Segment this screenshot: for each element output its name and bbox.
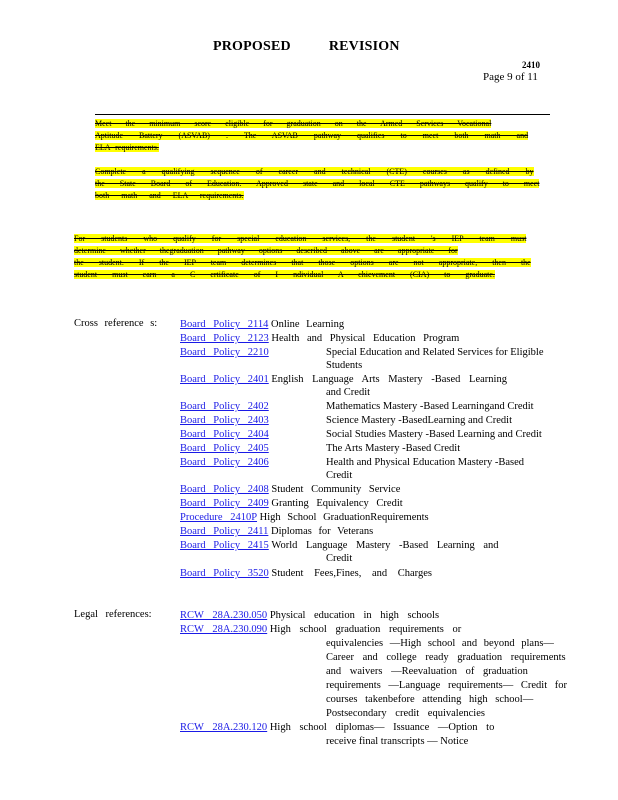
xref-desc: Health and Physical Education Mastery -Based bbox=[326, 457, 524, 468]
xref-link[interactable]: Board Policy 2409 bbox=[180, 498, 269, 509]
xref-desc: Health and Physical Education Program bbox=[271, 333, 460, 344]
horizontal-rule bbox=[95, 114, 550, 115]
xref-desc: Mathematics Mastery -Based Learningand Credit bbox=[326, 401, 534, 412]
xref-link[interactable]: Board Policy 2415 bbox=[180, 540, 269, 551]
xref-link[interactable]: Board Policy 2403 bbox=[180, 415, 269, 426]
xref-desc-cont: and Credit bbox=[326, 387, 371, 398]
struck-line: determine whether thegraduation pathway options described above are appropriate for bbox=[74, 246, 458, 255]
xref-row bbox=[180, 373, 507, 387]
legal-link[interactable]: RCW 28A.230.120 bbox=[180, 722, 268, 733]
xref-desc: English Language Arts Mastery -Based Learning bbox=[271, 374, 507, 385]
legal-row bbox=[180, 721, 494, 735]
xref-link[interactable]: Board Policy 2401 bbox=[180, 374, 269, 385]
xref-link[interactable]: Board Policy 2114 bbox=[180, 319, 269, 330]
legal-desc-line: Postsecondary credit equivalencies bbox=[326, 708, 485, 719]
title-proposed: PROPOSED bbox=[213, 39, 291, 54]
policy-number: 2410 bbox=[522, 60, 540, 70]
xref-desc: Special Education and Related Services for Eligible bbox=[326, 347, 544, 358]
cross-reference-label: Cross reference s: bbox=[74, 318, 158, 329]
xref-link[interactable]: Procedure 2410P bbox=[180, 512, 258, 523]
xref-row bbox=[180, 428, 269, 442]
xref-row bbox=[180, 318, 344, 332]
document-title bbox=[213, 39, 400, 55]
struck-line: For students who qualify for special education services, the student 's IEP team must bbox=[74, 234, 527, 243]
legal-references-label: Legal references: bbox=[74, 609, 152, 620]
xref-desc: World Language Mastery -Based Learning and bbox=[271, 540, 499, 551]
struck-line: student must earn a C ertificate of I ndividual A chievement (CIA) to graduate. bbox=[74, 270, 495, 279]
xref-row bbox=[180, 456, 269, 470]
xref-row bbox=[180, 332, 459, 346]
xref-link[interactable]: Board Policy 2210 bbox=[180, 347, 269, 358]
xref-row bbox=[180, 442, 269, 456]
struck-line: the student. If the IEP team determines that those options are not appropriate, then the bbox=[74, 258, 531, 267]
xref-desc: Science Mastery -BasedLearning and Credit bbox=[326, 415, 513, 426]
legal-link[interactable]: RCW 28A.230.050 bbox=[180, 610, 268, 621]
xref-desc: The Arts Mastery -Based Credit bbox=[326, 443, 461, 454]
xref-row bbox=[180, 400, 269, 414]
xref-link[interactable]: Board Policy 2408 bbox=[180, 484, 269, 495]
xref-row bbox=[180, 567, 432, 581]
page-indicator: Page 9 of 11 bbox=[483, 71, 538, 83]
xref-link[interactable]: Board Policy 2411 bbox=[180, 526, 269, 537]
struck-line: ELA requirements. bbox=[95, 143, 159, 152]
xref-link[interactable]: Board Policy 2406 bbox=[180, 457, 269, 468]
xref-desc: Social Studies Mastery -Based Learning and Credit bbox=[326, 429, 542, 440]
xref-link[interactable]: Board Policy 2404 bbox=[180, 429, 269, 440]
xref-desc: Student Fees,Fines, and Charges bbox=[271, 568, 432, 579]
xref-row bbox=[180, 511, 429, 525]
legal-row bbox=[180, 609, 439, 623]
xref-link[interactable]: Board Policy 3520 bbox=[180, 568, 269, 579]
xref-row bbox=[180, 414, 269, 428]
title-revision: REVISION bbox=[328, 39, 400, 54]
legal-desc-line: courses takenbefore attending high school— bbox=[326, 694, 534, 705]
legal-desc-line: equivalencies —High school and beyond plans— bbox=[326, 638, 554, 649]
legal-desc-line: receive final transcripts — Notice bbox=[326, 736, 469, 747]
struck-line: Aptitude Battery (ASVAB) . The ASVAB pathway qualifies to meet both math and bbox=[95, 131, 529, 140]
legal-desc: Physical education in high schools bbox=[269, 610, 440, 621]
xref-link[interactable]: Board Policy 2402 bbox=[180, 401, 269, 412]
xref-row bbox=[180, 346, 269, 360]
struck-line: the State Board of Education. Approved state and local CTE pathways qualify to meet bbox=[95, 179, 540, 188]
struck-paragraph-asvab bbox=[95, 118, 545, 154]
legal-row bbox=[180, 623, 461, 637]
legal-desc: High school graduation requirements or bbox=[269, 624, 462, 635]
xref-link[interactable]: Board Policy 2405 bbox=[180, 443, 269, 454]
struck-line: Meet the minimum score eligible for graduation on the Armed Services Vocational bbox=[95, 119, 492, 128]
struck-line: Complete a qualifying sequence of career and technical (CTE) courses as defined by bbox=[95, 167, 534, 176]
xref-link[interactable]: Board Policy 2123 bbox=[180, 333, 269, 344]
struck-paragraph-cte bbox=[95, 166, 545, 202]
legal-link[interactable]: RCW 28A.230.090 bbox=[180, 624, 268, 635]
legal-desc-line: Career and college ready graduation requirements bbox=[326, 652, 566, 663]
struck-line: both math and ELA requirements. bbox=[95, 191, 244, 200]
xref-desc-cont: Students bbox=[326, 360, 363, 371]
legal-desc: High school diplomas— Issuance —Option to bbox=[269, 722, 495, 733]
xref-desc: High School GraduationRequirements bbox=[259, 512, 429, 523]
struck-paragraph-iep bbox=[74, 233, 534, 281]
legal-desc-line: requirements —Language requirements— Credit for bbox=[326, 680, 568, 691]
xref-desc-cont: Credit bbox=[326, 553, 353, 564]
xref-desc: Student Community Service bbox=[271, 484, 401, 495]
xref-desc: Online Learning bbox=[270, 319, 345, 330]
xref-row bbox=[180, 483, 400, 497]
xref-row bbox=[180, 497, 403, 511]
xref-desc: Granting Equivalency Credit bbox=[271, 498, 403, 509]
legal-desc-cont bbox=[326, 637, 576, 721]
xref-row bbox=[180, 539, 499, 553]
xref-row bbox=[180, 525, 373, 539]
xref-desc: Diplomas for Veterans bbox=[270, 526, 374, 537]
legal-desc-line: and waivers —Reevaluation of graduation bbox=[326, 666, 528, 677]
xref-desc-cont: Credit bbox=[326, 470, 353, 481]
